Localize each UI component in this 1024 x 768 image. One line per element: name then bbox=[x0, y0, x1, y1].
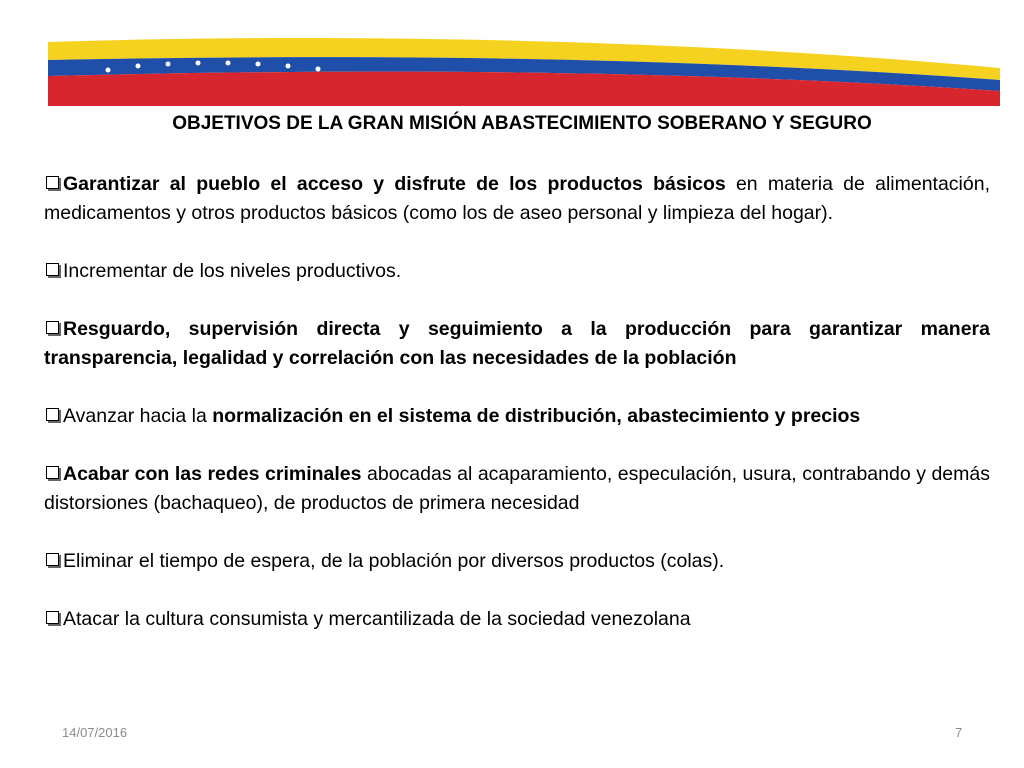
checkbox-bullet-icon bbox=[46, 321, 59, 334]
objectives-list bbox=[44, 170, 990, 663]
checkbox-bullet-icon bbox=[46, 408, 59, 421]
list-item: Avanzar hacia la normalización en el sistema de distribución, abastecimiento y precios bbox=[44, 402, 990, 431]
checkbox-bullet-icon bbox=[46, 466, 59, 479]
flag-banner bbox=[48, 36, 1000, 106]
footer-date: 14/07/2016 bbox=[62, 725, 128, 740]
checkbox-bullet-icon bbox=[46, 553, 59, 566]
checkbox-bullet-icon bbox=[46, 176, 59, 189]
list-item: Atacar la cultura consumista y mercantilizada de la sociedad venezolana bbox=[44, 605, 990, 634]
list-item: Eliminar el tiempo de espera, de la población por diversos productos (colas). bbox=[44, 547, 990, 576]
list-item: Acabar con las redes criminales abocadas al acaparamiento, especulación, usura, contrabando y demás distorsiones (bachaqueo), de productos de primera necesidad bbox=[44, 463, 990, 514]
list-item: Garantizar al pueblo el acceso y disfrute de los productos básicos en materia de alimentación, medicamentos y otros productos básicos (como los de aseo personal y limpieza del hogar). bbox=[44, 173, 990, 224]
checkbox-bullet-icon bbox=[46, 263, 59, 276]
page-number: 7 bbox=[955, 725, 963, 740]
page-title: OBJETIVOS DE LA GRAN MISIÓN ABASTECIMIENTO SOBERANO Y SEGURO bbox=[172, 113, 872, 134]
list-item: Resguardo, supervisión directa y seguimiento a la producción para garantizar manera transparencia, legalidad y correlación con las necesidades de la población bbox=[44, 318, 990, 369]
checkbox-bullet-icon bbox=[46, 611, 59, 624]
list-item: Incrementar de los niveles productivos. bbox=[44, 257, 990, 286]
